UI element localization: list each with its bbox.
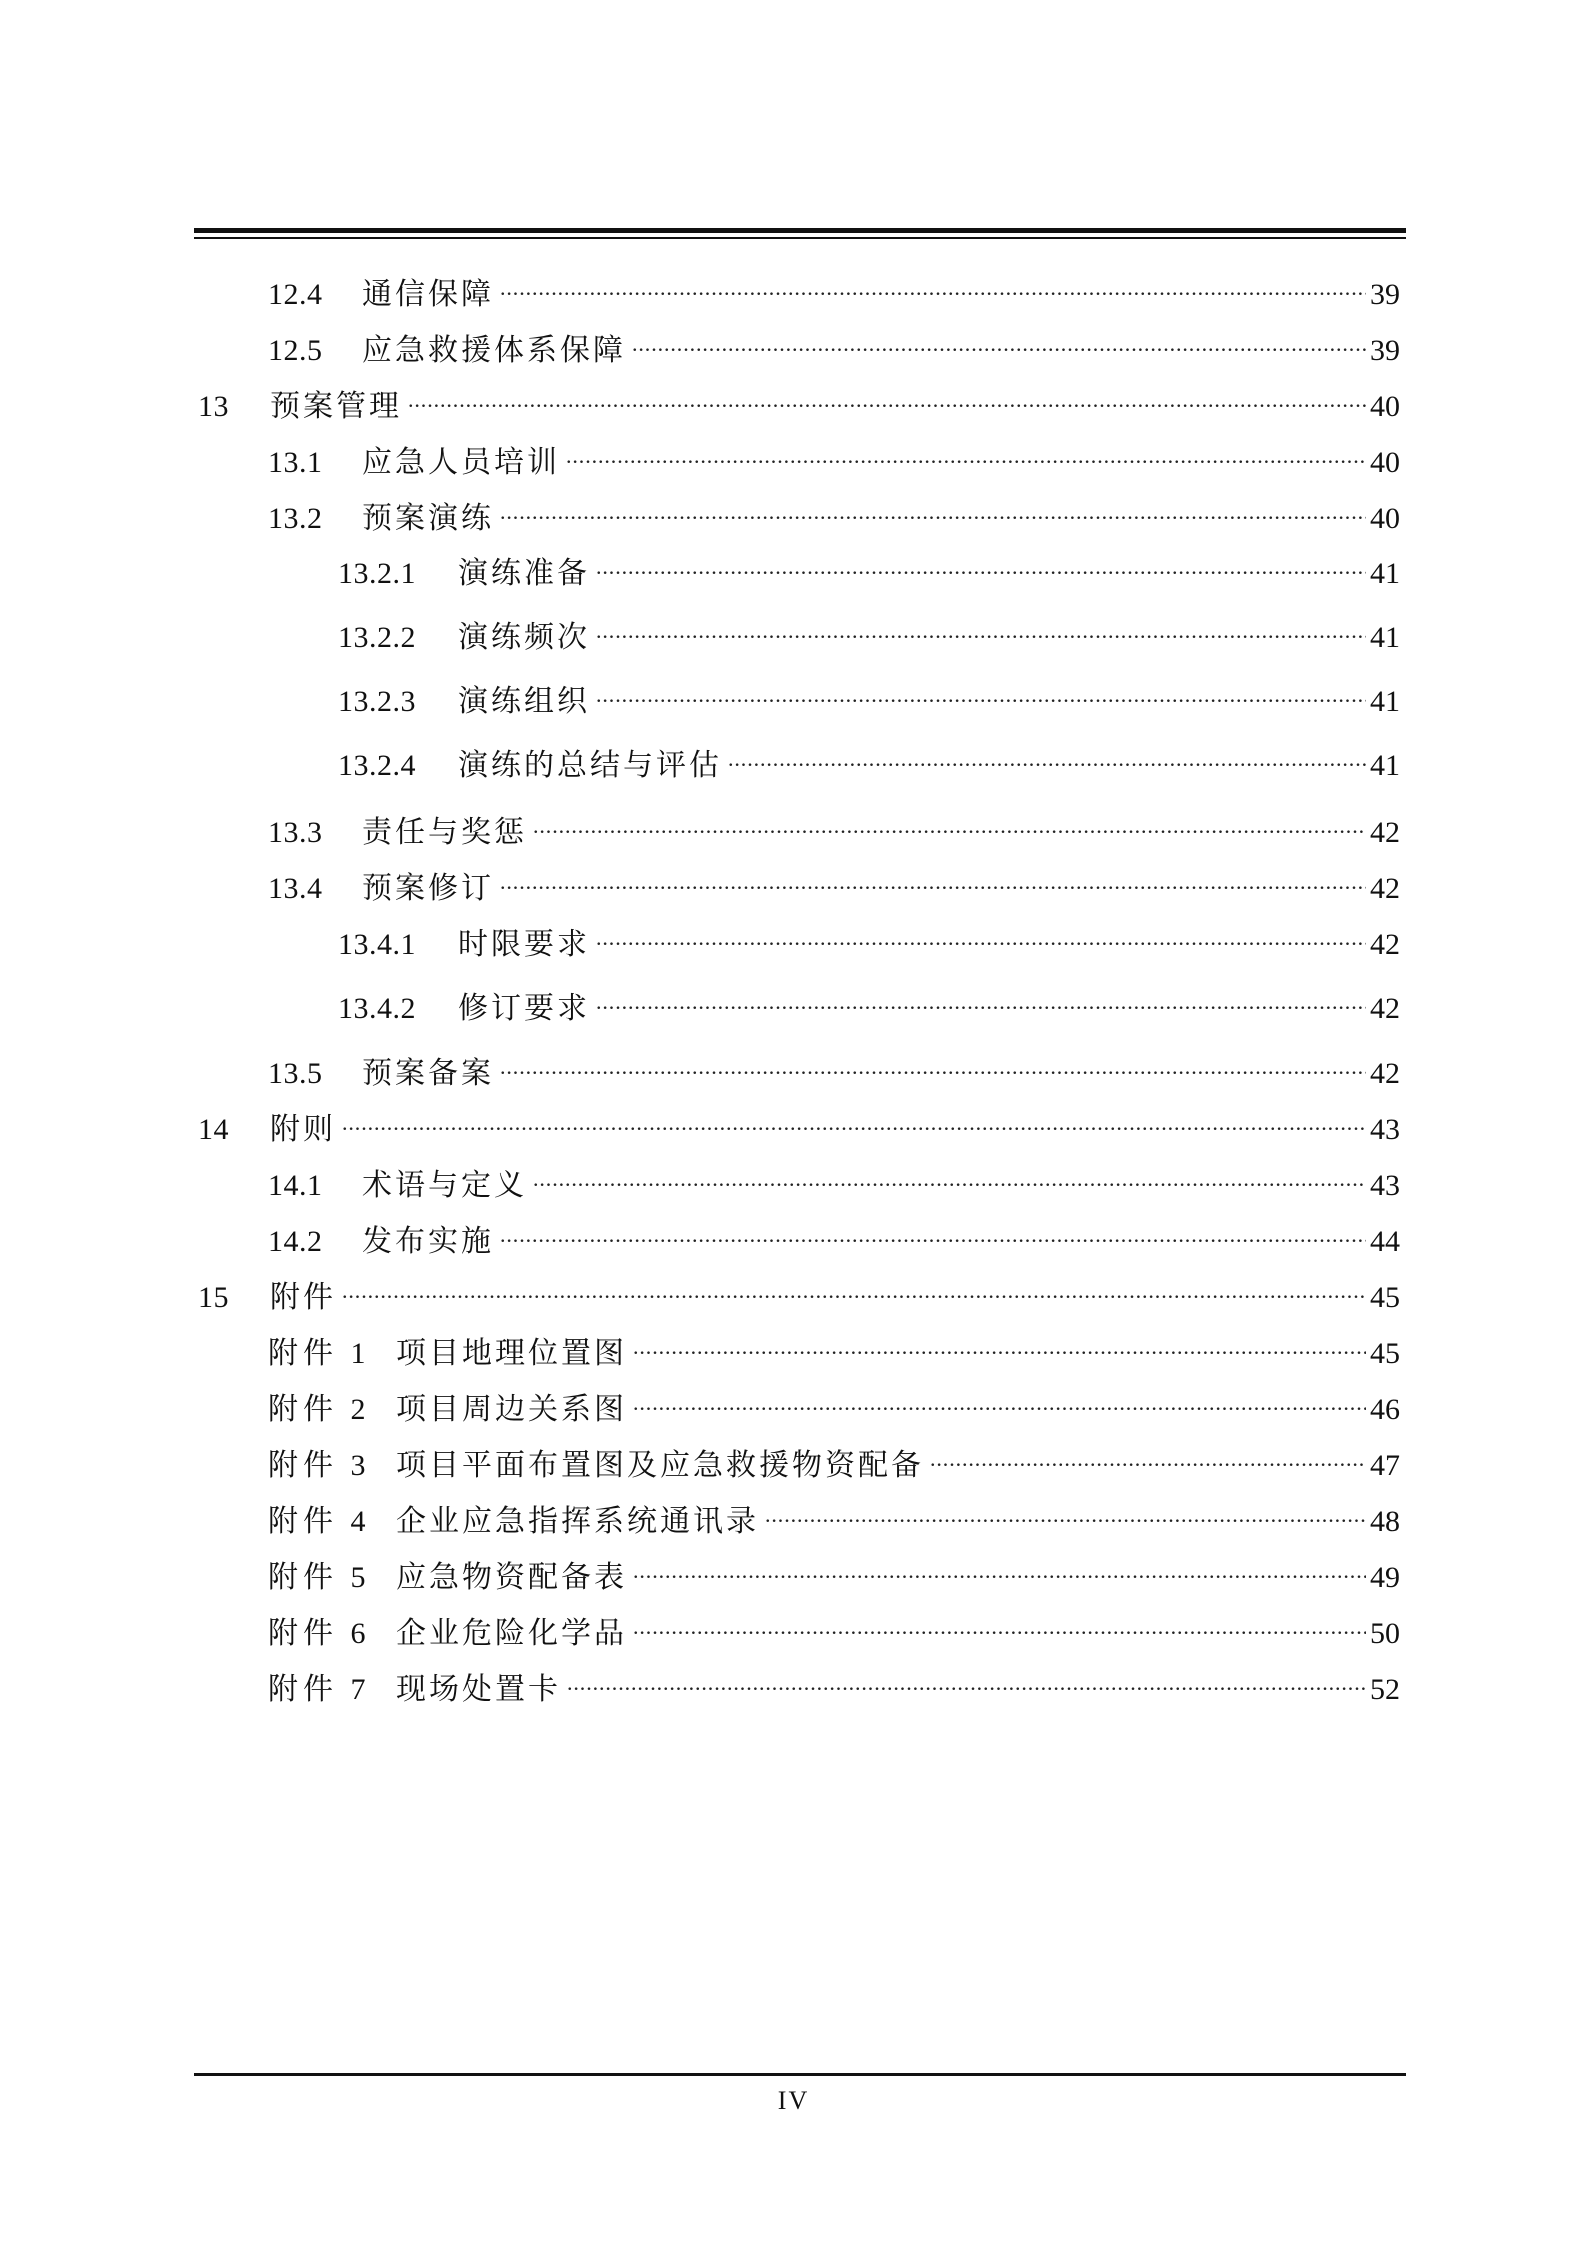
toc-entry-page: 42: [1370, 1057, 1400, 1090]
toc-entry-title: 演练频次: [458, 621, 590, 654]
toc-entry-title: 预案修订: [362, 872, 494, 905]
toc-entry-page: 45: [1370, 1281, 1400, 1314]
toc-entry-title: 应急救援体系保障: [362, 334, 626, 367]
toc-entry-14[interactable]: [198, 1099, 1400, 1146]
toc-leader-dots: [596, 607, 1366, 647]
toc-leader-dots: [500, 1043, 1366, 1083]
toc-entry-title: 项目周边关系图: [396, 1393, 627, 1426]
toc-entry-page: 41: [1370, 749, 1400, 782]
toc-entry-13-2-2[interactable]: [338, 607, 1400, 654]
toc-entry-page: 45: [1370, 1337, 1400, 1370]
toc-entry-page: 42: [1370, 816, 1400, 849]
toc-leader-dots: [632, 320, 1366, 360]
toc-entry-page: 41: [1370, 685, 1400, 718]
toc-entry-page: 52: [1370, 1673, 1400, 1706]
footer-rule: [194, 2073, 1406, 2076]
toc-leader-dots: [765, 1491, 1366, 1531]
toc-entry-title: 企业应急指挥系统通讯录: [396, 1505, 759, 1538]
toc-entry-title: 术语与定义: [362, 1169, 527, 1202]
toc-entry-title: 发布实施: [362, 1225, 494, 1258]
toc-entry-14-2[interactable]: [268, 1211, 1400, 1258]
toc-entry-attachment-5[interactable]: [268, 1547, 1400, 1594]
toc-entry-attachment-1[interactable]: [268, 1323, 1400, 1370]
toc-leader-dots: [596, 671, 1366, 711]
toc-entry-title: 应急物资配备表: [396, 1561, 627, 1594]
toc-entry-attachment-3[interactable]: [268, 1435, 1400, 1482]
toc-leader-dots: [566, 432, 1366, 472]
toc-entry-number: 13.5: [268, 1057, 323, 1090]
toc-leader-dots: [533, 1155, 1366, 1195]
page-number: IV: [777, 2086, 810, 2115]
toc-entry-page: 40: [1370, 446, 1400, 479]
toc-entry-number: 13.4.2: [338, 992, 416, 1025]
toc-entry-title: 演练组织: [458, 685, 590, 718]
toc-entry-13-4-1[interactable]: [338, 914, 1400, 961]
toc-entry-page: 43: [1370, 1113, 1400, 1146]
toc-entry-title: 责任与奖惩: [362, 816, 527, 849]
toc-entry-number: 13: [198, 390, 229, 423]
toc-entry-page: 39: [1370, 334, 1400, 367]
toc-entry-number: 14: [198, 1113, 229, 1146]
toc-entry-page: 42: [1370, 928, 1400, 961]
toc-entry-number: 13.2.2: [338, 621, 416, 654]
toc-entry-13-5[interactable]: [268, 1043, 1400, 1090]
toc-entry-title: 演练的总结与评估: [458, 749, 722, 782]
toc-leader-dots: [533, 802, 1366, 842]
toc-entry-number: 附件 1: [268, 1337, 371, 1370]
toc-leader-dots: [596, 978, 1366, 1018]
toc-entry-13-2-1[interactable]: [338, 543, 1400, 590]
toc-entry-15[interactable]: [198, 1267, 1400, 1314]
toc-entry-13-4-2[interactable]: [338, 978, 1400, 1025]
toc-entry-number: 附件 6: [268, 1617, 371, 1650]
toc-entry-number: 13.2.1: [338, 557, 416, 590]
toc-entry-page: 50: [1370, 1617, 1400, 1650]
toc-entry-13-3[interactable]: [268, 802, 1400, 849]
toc-entry-title: 通信保障: [362, 278, 494, 311]
toc-entry-page: 42: [1370, 872, 1400, 905]
toc-entry-attachment-4[interactable]: [268, 1491, 1400, 1538]
toc-entry-title: 附则: [270, 1113, 336, 1146]
toc-entry-title: 演练准备: [458, 557, 590, 590]
toc-entry-13-1[interactable]: [268, 432, 1400, 479]
toc-entry-number: 附件 2: [268, 1393, 371, 1426]
toc-entry-title: 预案管理: [270, 390, 402, 423]
toc-entry-number: 附件 4: [268, 1505, 371, 1538]
toc-entry-page: 41: [1370, 557, 1400, 590]
toc-entry-13-2-3[interactable]: [338, 671, 1400, 718]
toc-leader-dots: [342, 1099, 1366, 1139]
toc-entry-13-4[interactable]: [268, 858, 1400, 905]
toc-leader-dots: [500, 1211, 1366, 1251]
toc-leader-dots: [500, 858, 1366, 898]
toc-entry-number: 12.4: [268, 278, 323, 311]
toc-entry-number: 13.4.1: [338, 928, 416, 961]
toc-entry-12-5[interactable]: [268, 320, 1400, 367]
toc-leader-dots: [633, 1379, 1366, 1419]
toc-entry-page: 42: [1370, 992, 1400, 1025]
toc-entry-title: 预案备案: [362, 1057, 494, 1090]
toc-leader-dots: [408, 376, 1366, 416]
toc-leader-dots: [500, 264, 1366, 304]
toc-entry-page: 49: [1370, 1561, 1400, 1594]
toc-entry-page: 43: [1370, 1169, 1400, 1202]
toc-entry-number: 附件 3: [268, 1449, 371, 1482]
toc-entry-number: 14.2: [268, 1225, 323, 1258]
toc-leader-dots: [633, 1603, 1366, 1643]
toc-leader-dots: [596, 914, 1366, 954]
toc-leader-dots: [567, 1659, 1366, 1699]
toc-entry-title: 企业危险化学品: [396, 1617, 627, 1650]
toc-leader-dots: [596, 543, 1366, 583]
toc-entry-number: 13.4: [268, 872, 323, 905]
toc-entry-title: 修订要求: [458, 992, 590, 1025]
toc-entry-title: 应急人员培训: [362, 446, 560, 479]
toc-entry-number: 15: [198, 1281, 229, 1314]
toc-entry-page: 44: [1370, 1225, 1400, 1258]
toc-entry-12-4[interactable]: [268, 264, 1400, 311]
toc-entry-page: 39: [1370, 278, 1400, 311]
toc-entry-page: 40: [1370, 390, 1400, 423]
toc-entry-title: 预案演练: [362, 502, 494, 535]
toc-entry-number: 13.2.3: [338, 685, 416, 718]
header-rule-thick: [194, 228, 1406, 233]
toc-leader-dots: [342, 1267, 1366, 1307]
toc-entry-attachment-7[interactable]: [268, 1659, 1400, 1706]
toc-entry-number: 13.3: [268, 816, 323, 849]
toc-entry-page: 41: [1370, 621, 1400, 654]
header-rule-thin: [194, 237, 1406, 239]
toc-entry-page: 48: [1370, 1505, 1400, 1538]
toc-entry-number: 附件 7: [268, 1673, 371, 1706]
toc-entry-13-2-4[interactable]: [338, 735, 1400, 782]
toc-entry-title: 现场处置卡: [396, 1673, 561, 1706]
toc-entry-13[interactable]: [198, 376, 1400, 423]
toc-entry-title: 项目地理位置图: [396, 1337, 627, 1370]
toc-leader-dots: [500, 488, 1366, 528]
toc-leader-dots: [930, 1435, 1366, 1475]
toc-entry-attachment-6[interactable]: [268, 1603, 1400, 1650]
toc-entry-number: 13.1: [268, 446, 323, 479]
toc-entry-number: 12.5: [268, 334, 323, 367]
toc-leader-dots: [633, 1547, 1366, 1587]
toc-entry-title: 时限要求: [458, 928, 590, 961]
toc-entry-title: 附件: [270, 1281, 336, 1314]
toc-entry-14-1[interactable]: [268, 1155, 1400, 1202]
toc-entry-13-2[interactable]: [268, 488, 1400, 535]
toc-entry-page: 46: [1370, 1393, 1400, 1426]
toc-entry-number: 13.2: [268, 502, 323, 535]
toc-entry-page: 40: [1370, 502, 1400, 535]
toc-entry-number: 附件 5: [268, 1561, 371, 1594]
toc-entry-page: 47: [1370, 1449, 1400, 1482]
toc-leader-dots: [728, 735, 1366, 775]
toc-entry-attachment-2[interactable]: [268, 1379, 1400, 1426]
toc-entry-number: 13.2.4: [338, 749, 416, 782]
toc-entry-number: 14.1: [268, 1169, 323, 1202]
toc-entry-title: 项目平面布置图及应急救援物资配备: [396, 1449, 924, 1482]
toc-leader-dots: [633, 1323, 1366, 1363]
